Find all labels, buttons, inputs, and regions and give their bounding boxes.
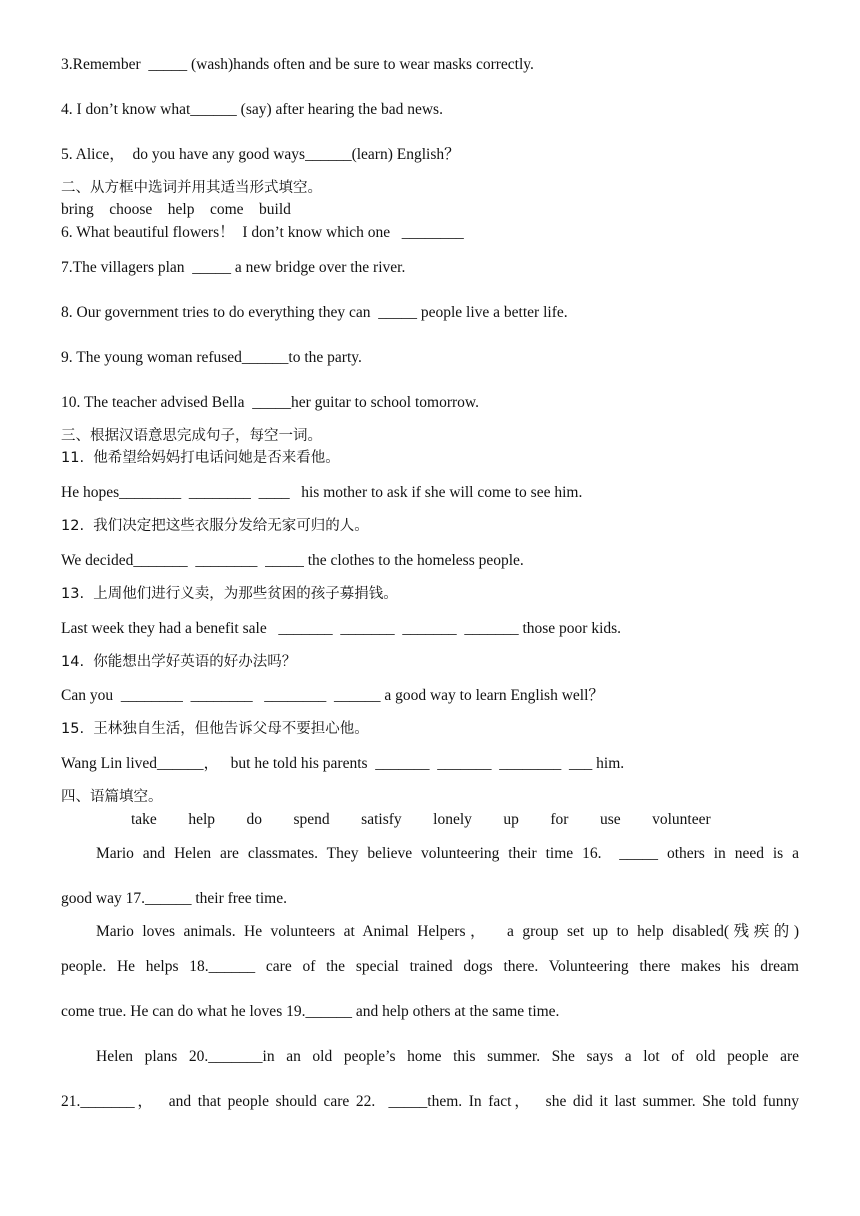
question-7: 7.The villagers plan _____ a new bridge over the river. bbox=[61, 259, 406, 276]
passage-paragraph-3-line-1: Helen plans 20._______in an old people’s home this summer. She says a lot of old people are bbox=[96, 1048, 799, 1065]
passage-paragraph-2-line-1: Mario loves animals. He volunteers at Animal Helpers， a group set up to help disabled(残疾的) bbox=[96, 923, 799, 940]
question-8: 8. Our government tries to do everything they can _____ people live a better life. bbox=[61, 304, 568, 321]
question-5: 5. Alice， do you have any good ways______(learn) English？ bbox=[61, 146, 460, 163]
question-3: 3.Remember _____ (wash)hands often and be sure to wear masks correctly. bbox=[61, 56, 534, 73]
section-2-word-bank: bring choose help come build bbox=[61, 201, 291, 218]
section-2-heading: 二、从方框中选词并用其适当形式填空。 bbox=[61, 180, 322, 196]
question-4: 4. I don’t know what______ (say) after hearing the bad news. bbox=[61, 101, 443, 118]
passage-paragraph-1-line-2: good way 17.______ their free time. bbox=[61, 890, 287, 907]
section-4-heading: 四、语篇填空。 bbox=[61, 789, 163, 805]
section-3-heading: 三、根据汉语意思完成句子，每空一词。 bbox=[61, 428, 322, 444]
section-4-word-bank: take help do spend satisfy lonely up for use volunteer bbox=[131, 811, 711, 828]
passage-paragraph-2-line-3: come true. He can do what he loves 19.______ and help others at the same time. bbox=[61, 1003, 560, 1020]
question-15-english: Wang Lin lived______， but he told his parents _______ _______ ________ ___ him. bbox=[61, 755, 625, 772]
question-13-chinese: 13. 上周他们进行义卖，为那些贫困的孩子募捐钱。 bbox=[61, 586, 398, 602]
question-12-chinese: 12. 我们决定把这些衣服分发给无家可归的人。 bbox=[61, 518, 369, 534]
question-13-english: Last week they had a benefit sale _______ _______ _______ _______ those poor kids. bbox=[61, 620, 622, 637]
question-9: 9. The young woman refused______to the party. bbox=[61, 349, 362, 366]
passage-paragraph-2-line-2: people. He helps 18.______ care of the special trained dogs there. Volunteering there makes his dream bbox=[61, 958, 799, 975]
question-6: 6. What beautiful flowers！ I don’t know which one ________ bbox=[61, 224, 464, 241]
question-11-english: He hopes________ ________ ____ his mother to ask if she will come to see him. bbox=[61, 484, 583, 501]
question-10: 10. The teacher advised Bella _____her guitar to school tomorrow. bbox=[61, 394, 479, 411]
passage-paragraph-1-line-1: Mario and Helen are classmates. They believe volunteering their time 16. _____ others in need is a bbox=[96, 845, 799, 862]
question-11-chinese: 11. 他希望给妈妈打电话问她是否来看他。 bbox=[61, 450, 340, 466]
question-12-english: We decided_______ ________ _____ the clothes to the homeless people. bbox=[61, 552, 524, 569]
question-15-chinese: 15. 王林独自生活，但他告诉父母不要担心他。 bbox=[61, 721, 369, 737]
question-14-chinese: 14. 你能想出学好英语的好办法吗？ bbox=[61, 654, 297, 670]
question-14-english: Can you ________ ________ ________ ______ a good way to learn English well？ bbox=[61, 687, 604, 704]
passage-paragraph-3-line-2: 21._______， and that people should care 22. _____them. In fact， she did it last summer. She told funny bbox=[61, 1093, 799, 1110]
